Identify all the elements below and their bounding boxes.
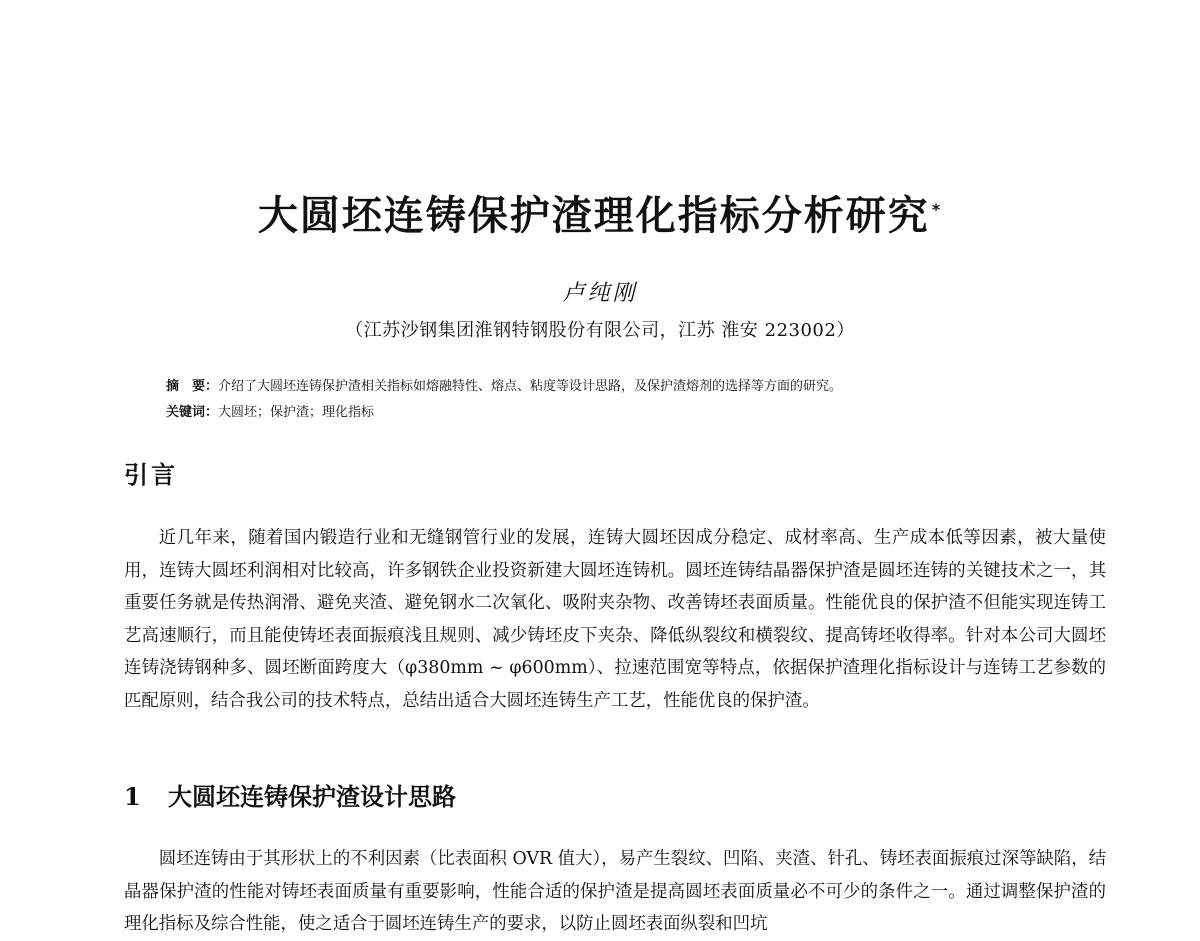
keywords-line <box>166 400 1066 426</box>
paper-title <box>0 188 1200 244</box>
section-1-paragraph: 圆坯连铸由于其形状上的不利因素（比表面积 OVR 值大），易产生裂纹、凹陷、夹渣、针孔、铸坯表面振痕过深等缺陷，结晶器保护渣的性能对铸坯表面质量有重要影响，性能合适的保护渣是提高圆坯表面质量必不可少的条件之一。通过调整保护渣的理化指标及综合性能，使之适合于圆坯连铸生产的要求，以防止圆坯表面纵裂和凹坑 <box>124 849 1106 934</box>
intro-paragraph: 近几年来，随着国内锻造行业和无缝钢管行业的发展，连铸大圆坯因成分稳定、成材率高、生产成本低等因素，被大量使用，连铸大圆坯利润相对比较高，许多钢铁企业投资新建大圆坯连铸机。圆坯连铸结晶器保护渣是圆坯连铸的关键技术之一，其重要任务就是传热润滑、避免夹渣、避免钢水二次氧化、吸附夹杂物、改善铸坯表面质量。性能优良的保护渣不但能实现连铸工艺高速顺行，而且能使铸坯表面振痕浅且规则、减少铸坯皮下夹杂、降低纵裂纹和横裂纹、提高铸坯收得率。针对本公司大圆坯连铸浇铸钢种多、圆坯断面跨度大（φ380mm ~ φ600mm）、拉速范围宽等特点，依据保护渣理化指标设计与连铸工艺参数的匹配原则，结合我公司的技术特点，总结出适合大圆坯连铸生产工艺，性能优良的保护渣。 <box>124 528 1106 711</box>
keywords-text: 大圆坯；保护渣；理化指标 <box>218 405 375 420</box>
section-number: 1 <box>124 782 141 811</box>
section-heading-1 <box>124 780 456 814</box>
section-title: 大圆坯连铸保护渣设计思路 <box>168 783 456 811</box>
author-name: 卢纯刚 <box>562 281 638 306</box>
paper-title-text: 大圆坯连铸保护渣理化指标分析研究 <box>257 193 930 239</box>
abstract-block <box>166 374 1066 426</box>
abstract-label: 摘 要： <box>166 379 219 394</box>
abstract-line <box>166 374 1066 400</box>
author-affiliation: （江苏沙钢集团淮钢特钢股份有限公司，江苏 淮安 223002） <box>345 320 855 341</box>
section-heading-intro: 引言 <box>124 461 178 489</box>
abstract-text: 介绍了大圆坯连铸保护渣相关指标如熔融特性、熔点、粘度等设计思路，及保护渣熔剂的选择等方面的研究。 <box>218 379 843 394</box>
footnote-mark: * <box>931 200 943 219</box>
keywords-label: 关键词： <box>166 405 219 420</box>
